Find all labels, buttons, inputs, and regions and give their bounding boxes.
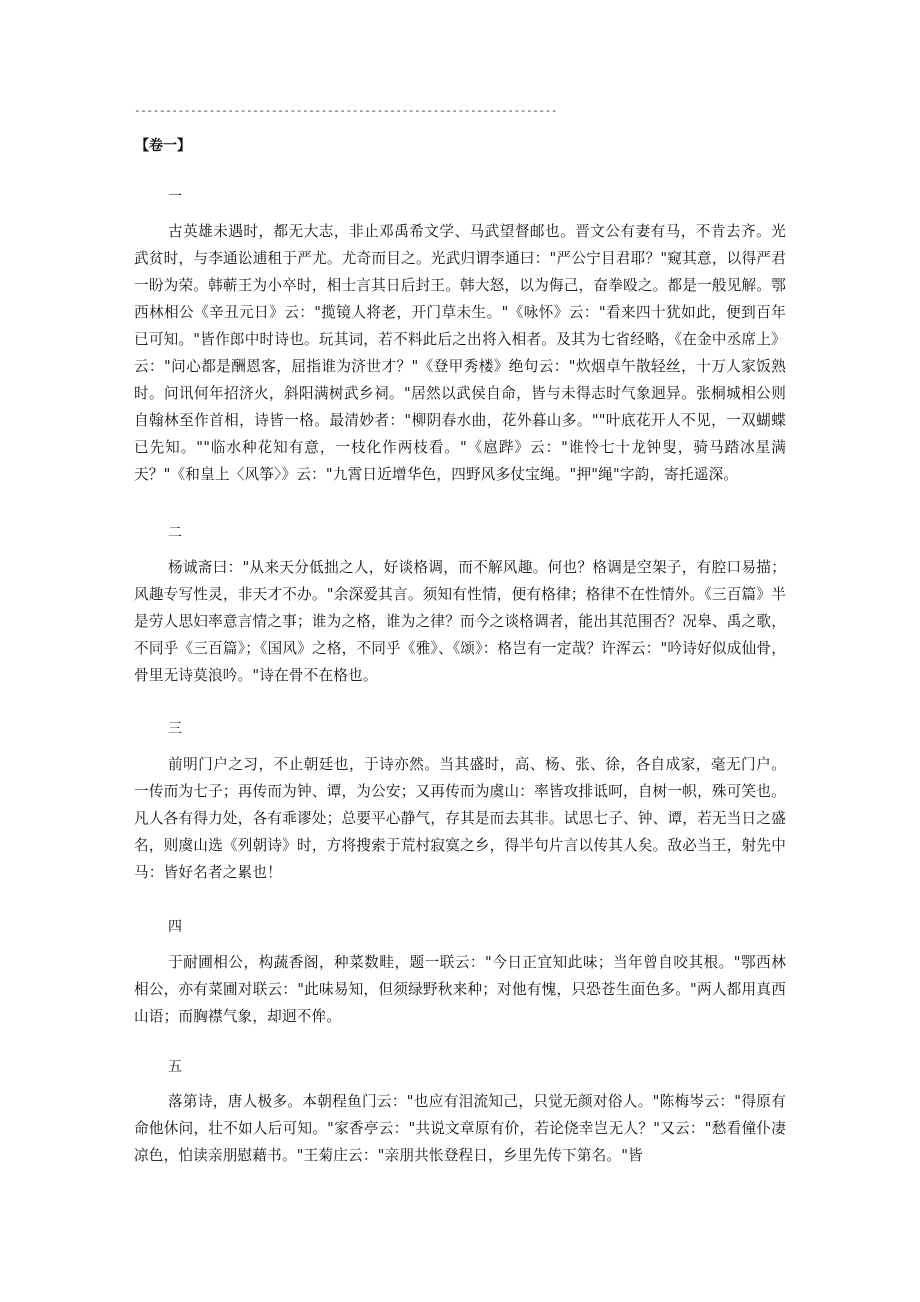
section-text-5: 落第诗，唐人极多。本朝程鱼门云："也应有泪流知己，只觉无颜对俗人。"陈梅岑云："得原有命他休问，壮不如人后可知。"家香亭云："共说文章原有价，若论侥幸岂无人？"又云："愁看僮仆凄凉色，怕读亲朋慰藉书。"王菊庄云："亲朋共怅登程日，乡里先传下第名。"皆: [134, 1093, 786, 1164]
section-number-3: 三: [168, 721, 182, 737]
section-number-2: 二: [168, 525, 182, 541]
section-text-4: 于耐圃相公，构蔬香阁，种菜数畦，题一联云："今日正宜知此味；当年曾自咬其根。"鄂西林相公，亦有菜圃对联云："此味易知，但须绿野秋来种；对他有愧，只恐苍生面色多。"两人都用真西山语；而胸襟气象，却迥不侔。: [134, 954, 786, 1025]
section-number-5: 五: [168, 1059, 182, 1075]
header-divider: --------------------------------------------------------------------: [134, 104, 558, 117]
section-text-1: 古英雄未遇时，都无大志，非止邓禹希文学、马武望督邮也。晋文公有妻有马，不肯去齐。光武贫时，与李通讼逋租于严尤。尤奇而目之。光武归谓李通曰："严公宁目君耶？"窥其意，以得严君一盼为荣。韩蕲王为小卒时，相士言其日后封王。韩大怒，以为侮己，奋拳殴之。都是一般见解。鄂西林相公《辛丑元日》云："揽镜人将老，开门草未生。"《咏怀》云："看来四十犹如此，便到百年已可知。"皆作郎中时诗也。玩其词，若不料此后之出将入相者。及其为七省经略，《在金中丞席上》云："问心都是酬恩客，屈指谁为济世才？"《登甲秀楼》绝句云："炊烟卓午散轻丝，十万人家饭熟时。问讯何年招济火，斜阳满树武乡祠。"居然以武侯自命，皆与未得志时气象迥异。张桐城相公则自翰林至作首相，诗皆一格。最清妙者："柳阴春水曲，花外暮山多。""叶底花开人不见，一双蝴蝶已先知。""临水种花知有意，一枝化作两枝看。"《扈跸》云："谁怜七十龙钟叟，骑马踏冰星满天？"《和皇上〈风筝〉》云："九霄日近增华色，四野风多仗宝绳。"押"绳"字韵，寄托遥深。: [134, 223, 786, 483]
section-text-3: 前明门户之习，不止朝廷也，于诗亦然。当其盛时，高、杨、张、徐，各自成家，毫无门户。一传而为七子；再传而为钟、谭，为公安；又再传而为虞山：率皆攻排诋呵，自树一帜，殊可笑也。凡人各有得力处，各有乖谬处；总要平心静气，存其是而去其非。试思七子、钟、谭，若无当日之盛名，则虞山选《列朝诗》时，方将搜索于荒村寂寞之乡，得半句片言以传其人矣。敌必当王，射先中马：皆好名者之累也！: [134, 756, 786, 881]
section-number-4: 四: [168, 919, 182, 935]
section-number-1: 一: [168, 189, 182, 205]
section-text-2: 杨诚斋曰："从来天分低拙之人，好谈格调，而不解风趣。何也？格调是空架子，有腔口易描；风趣专写性灵，非天才不办。"余深爱其言。须知有性情，便有格律；格律不在性情外。《三百篇》半是劳人思妇率意言情之事；谁为之格，谁为之律？而今之谈格调者，能出其范围否？况皋、禹之歌，不同乎《三百篇》；《国风》之格，不同乎《雅》、《颂》：格岂有一定哉？许浑云："吟诗好似成仙骨，骨里无诗莫浪吟。"诗在骨不在格也。: [134, 559, 786, 684]
volume-title: 【卷一】: [135, 138, 191, 154]
